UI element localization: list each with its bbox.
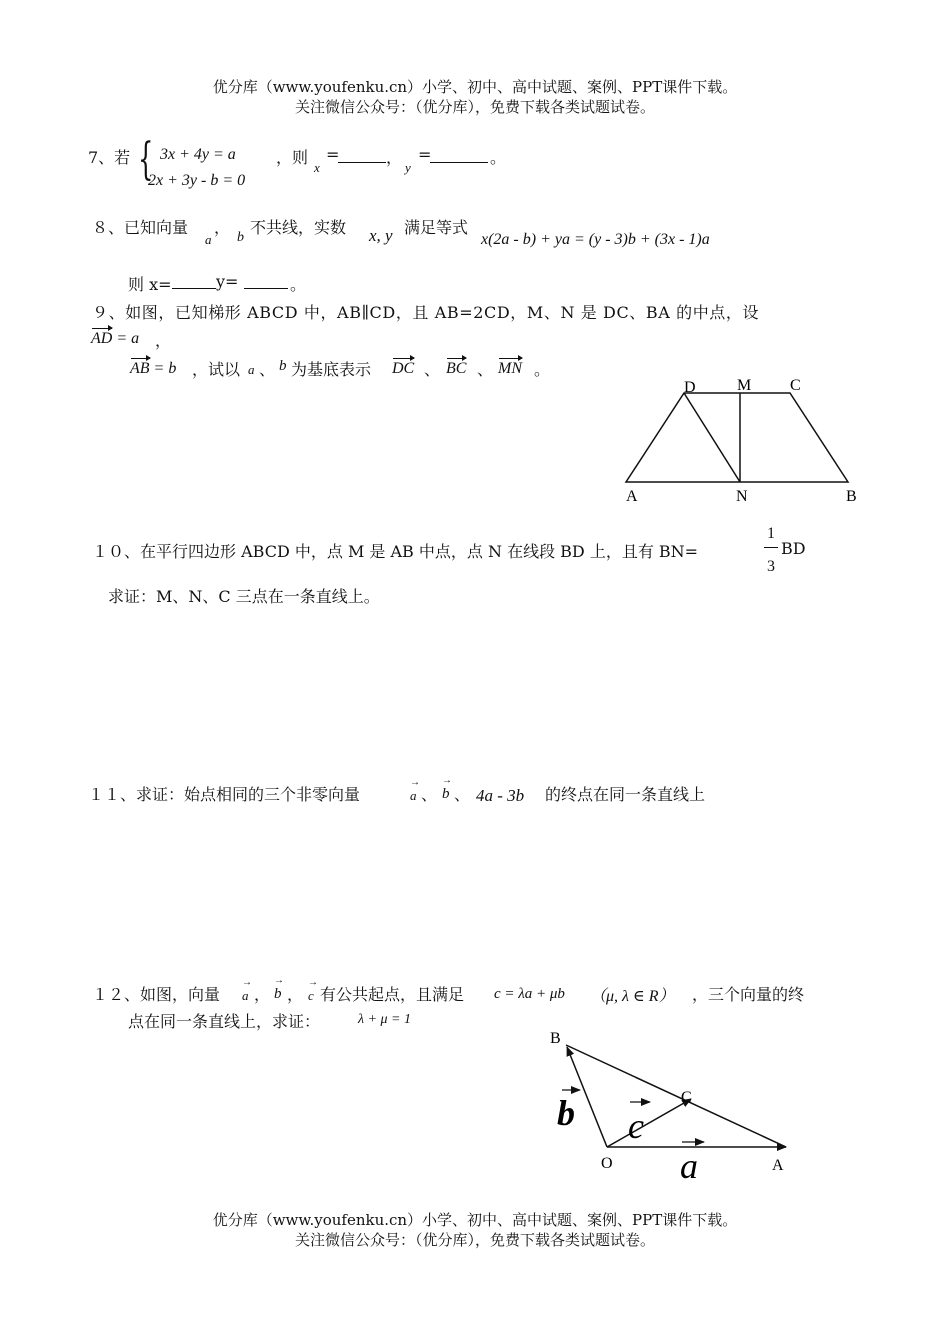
q8-answer-x-blank[interactable] [172, 273, 216, 289]
q9-ad-arrow: AD [91, 330, 113, 347]
q9-vector-a: a [248, 362, 255, 377]
q10-line-2: 求证：M、N、C 三点在一条直线上。 [108, 587, 380, 606]
trapezoid-figure [610, 372, 870, 512]
q9-base-text: 为基底表示 [291, 360, 372, 379]
q9-mn-vector [498, 360, 522, 378]
system-brace: { [138, 134, 154, 185]
fig-label-b: B [550, 1030, 561, 1047]
q12-vector-a [242, 988, 249, 1004]
q10-text-end: BD [781, 539, 806, 558]
q9-bc-vector [446, 360, 466, 378]
q9-end: 。 [534, 360, 551, 379]
q8-end: 。 [290, 275, 307, 294]
q8-middle-text: 不共线，实数 [250, 218, 347, 237]
q7-comma: ， [386, 148, 403, 167]
label-c: C [790, 377, 801, 394]
line-ba [566, 1045, 786, 1147]
q11-end: 的终点在同一条直线上 [545, 785, 706, 804]
label-n: N [736, 488, 748, 505]
q8-vector-a: a [205, 232, 212, 247]
q12-proof-expression: λ + μ = 1 [358, 1012, 411, 1027]
q11-text: １１、求证：始点相同的三个非零向量 [88, 785, 361, 804]
q11-sep-2: 、 [454, 785, 471, 804]
q12-mid: 有公共起点，且满足 [320, 985, 465, 1004]
q9-text: ９、如图，已知梯形 ABCD 中，AB∥CD，且 AB=2CD，M、N 是 DC、BA 的中点，设 [92, 303, 760, 322]
fig-label-a: A [772, 1157, 784, 1174]
q7-y-symbol: y [405, 160, 411, 175]
q10-fraction-numerator: 1 [767, 525, 775, 542]
q9-mn-label: MN [498, 360, 522, 377]
q8-prefix: ８、已知向量 [92, 218, 189, 237]
label-a: A [626, 488, 638, 505]
q9-dc-label: DC [392, 360, 415, 377]
q12-condition: （μ, λ ∈ R） [590, 988, 675, 1005]
q7-equation-1: 3x + 4y = a [160, 146, 236, 163]
q12-comma-2: ， [287, 985, 304, 1004]
q9-vector-b: b [279, 358, 287, 374]
q9-ad-vector: AD = a [91, 330, 140, 347]
q11-expression: 4a - 3b [476, 786, 525, 805]
footer-line-1: 优分库（www.youfenku.cn）小学、初中、高中试题、案例、PPT课件下载。 [212, 1211, 738, 1229]
q11-a-label: → a [410, 788, 417, 804]
q10-text: １０、在平行四边形 ABCD 中，点 M 是 AB 中点，点 N 在线段 BD 上，且有 BN= [92, 542, 699, 561]
trapezoid-outline [626, 393, 848, 482]
q12-expression: c = λa + μb [494, 986, 565, 1002]
q12-vector-c [308, 988, 314, 1004]
q12-tail: ，三个向量的终 [692, 985, 805, 1004]
q8-equation: x(2a - b) + ya = (y - 3)b + (3x - 1)a [481, 231, 710, 248]
q12-a-label: → a [242, 988, 249, 1004]
q9-sep-1: 、 [259, 360, 276, 379]
fig-label-o: O [601, 1155, 613, 1172]
label-m: M [737, 377, 752, 394]
label-d: D [684, 379, 696, 396]
q7-prefix: 7、若 [88, 148, 131, 167]
q8-xy: x, y [369, 226, 393, 245]
fig-label-c: C [681, 1089, 692, 1106]
big-b-letter: b [557, 1093, 575, 1133]
q7-answer-y-blank[interactable] [430, 147, 488, 163]
q12-text: １２、如图，向量 [92, 985, 221, 1004]
q7-answer-x-blank[interactable] [338, 147, 386, 163]
q7-x-symbol: x [314, 160, 320, 175]
q7-then: ，则 [276, 148, 309, 167]
label-b: B [846, 488, 857, 505]
q7-equation-2: 2x + 3y - b = 0 [148, 172, 246, 189]
q9-bc-label: BC [446, 360, 467, 377]
q9-ad-end: ， [155, 331, 172, 350]
q8-answer-y-label: y= [216, 272, 239, 291]
vector-figure [540, 1020, 800, 1190]
q9-ab-vector: AB = b [130, 360, 177, 377]
q9-mid: ，试以 [192, 360, 241, 379]
footer-line-2: 关注微信公众号：（优分库），免费下载各类试题试卷。 [294, 1231, 655, 1249]
q10-fraction-denominator: 3 [767, 558, 775, 575]
q12-comma-1: ， [254, 985, 271, 1004]
q12-line-2: 点在同一条直线上，求证： [128, 1012, 321, 1031]
q12-b-label: → b [274, 986, 282, 1003]
q11-b-label: → b [442, 786, 450, 803]
segment-dn [684, 393, 740, 482]
q9-dc-vector [392, 360, 414, 378]
q8-answer-x-label: 则 x= [128, 275, 172, 294]
q9-sep-3: 、 [477, 360, 494, 379]
q7-end: 。 [490, 148, 507, 167]
q12-vector-b [274, 986, 282, 1003]
q8-vector-b: b [237, 230, 244, 245]
q9-ab-arrow: AB [130, 360, 150, 377]
q8-answer-y-blank[interactable] [244, 273, 288, 289]
q11-vector-a [410, 788, 417, 804]
header-line-2: 关注微信公众号：（优分库），免费下载各类试题试卷。 [294, 98, 655, 116]
vector-oc [607, 1099, 691, 1147]
q8-comma: ， [214, 218, 231, 237]
big-a-letter: a [680, 1146, 698, 1186]
q9-sep-2: 、 [424, 360, 441, 379]
q12-c-label: → c [308, 988, 314, 1004]
header-line-1: 优分库（www.youfenku.cn）小学、初中、高中试题、案例、PPT课件下载。 [212, 78, 738, 96]
q7-equals-1: = [326, 145, 340, 164]
q11-vector-b [442, 786, 450, 803]
q11-sep-1: 、 [421, 785, 438, 804]
big-c-letter: c [628, 1106, 644, 1146]
q7-equals-2: = [418, 145, 432, 164]
q8-suffix: 满足等式 [404, 218, 469, 237]
q10-fraction-bar [764, 547, 778, 548]
